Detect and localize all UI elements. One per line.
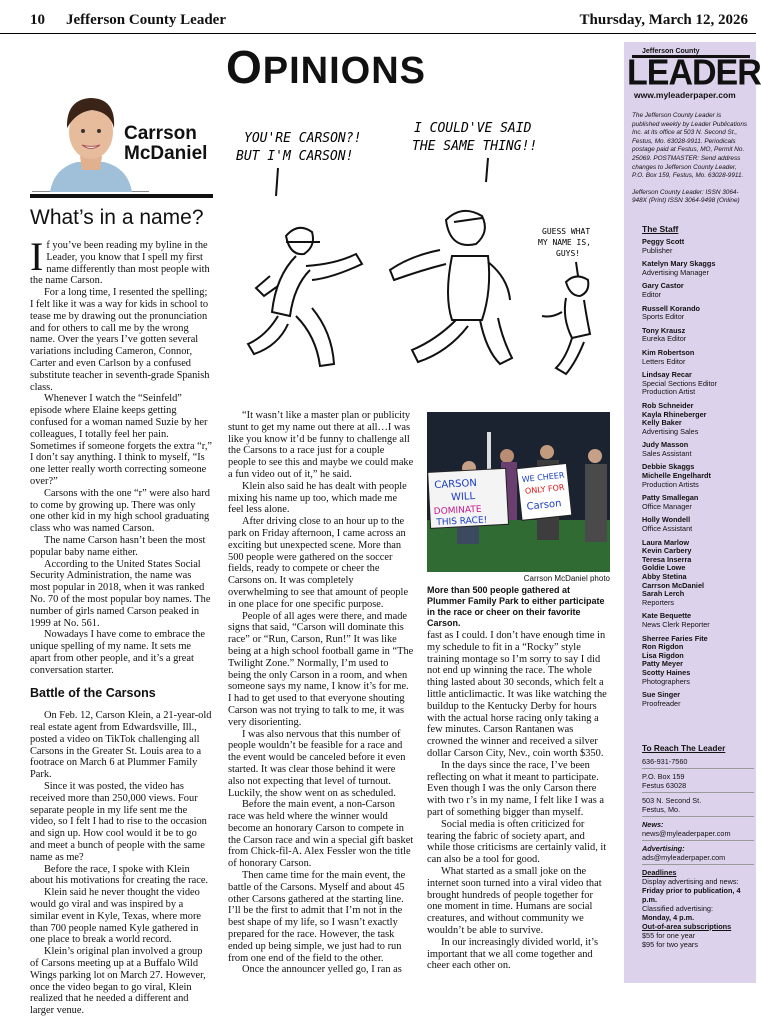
staff-name: Kayla Rhineberger bbox=[642, 409, 707, 419]
staff-name: Rob Schneider bbox=[642, 400, 694, 410]
staff-group bbox=[642, 402, 752, 436]
logo-top: Jefferson County bbox=[642, 48, 700, 55]
deadlines-text: Display advertising and news: bbox=[642, 877, 739, 886]
page-number: 10 bbox=[30, 12, 45, 28]
staff-role: Sales Assistant bbox=[642, 448, 692, 458]
subhead: Battle of the Carsons bbox=[30, 686, 156, 701]
sign1-line2: WILL bbox=[450, 491, 476, 504]
divider bbox=[30, 194, 213, 198]
paragraph: Before the main event, a non-Carson race was held where the winner would become an honorary Carson to compete in the Carson race and win a special gift basket from Chick-fil-A. Alex Fessler won the title of honorary Carson. bbox=[228, 799, 414, 870]
staff-name: Patty Smallegan bbox=[642, 493, 699, 503]
paragraph: Whenever I watch the “Seinfeld” episode where Elaine keeps getting confused for a woman named Suzie by her colleagues, I totally feel her pain. Sometimes if someone forgets the extra “r,” I don’t say anything. I think to myself, “Is one letter really worth correcting someone over?” bbox=[30, 393, 213, 487]
staff-name: Scotty Haines bbox=[642, 667, 691, 677]
paragraph: “It wasn’t like a master plan or publicity stunt to get my name out there at all…I was like you know it’d be funny to challenge all the Carsons to a race just for a couple people to see this and maybe we could make a fun video out of it,” he said. bbox=[228, 410, 414, 480]
staff-name: Kim Robertson bbox=[642, 347, 695, 357]
bubble-mid-line2: THE SAME THING!! bbox=[412, 139, 538, 154]
staff-name: Katelyn Mary Skaggs bbox=[642, 259, 716, 269]
staff-role: Sports Editor bbox=[642, 312, 685, 322]
staff-role: News Clerk Reporter bbox=[642, 619, 710, 629]
staff-group bbox=[642, 539, 752, 608]
reach-title: To Reach The Leader bbox=[642, 743, 726, 753]
subscription-two-years: $95 for two years bbox=[642, 940, 698, 949]
staff-group bbox=[642, 238, 752, 255]
page-header bbox=[0, 0, 756, 34]
staff-name: Ron Rigdon bbox=[642, 642, 684, 652]
staff-group bbox=[642, 463, 752, 489]
bubble-right-line2: MY NAME IS, bbox=[538, 238, 591, 247]
race-photo bbox=[427, 412, 610, 572]
paragraph: Before the race, I spoke with Klein about his motivations for creating the race. bbox=[30, 863, 209, 887]
staff-role: Advertising Sales bbox=[642, 426, 699, 436]
paragraph: Klein said he never thought the video would go viral and was inspired by a similar event in Kyle, Texas, where more than 700 people named Kyle gathered in one place to break a world record. bbox=[30, 887, 202, 946]
publication-info: The Jefferson County Leader is published weekly by Leader Publications Inc. at its office at 503 N. Second St., Festus, Mo. 63028-9911. Periodicals postage paid at Festus, MO, Permit No. 25069. POSTMASTER: Send address changes to Jefferson County Leader, P.O. Box 159, Festus, Mo. 63028-9911. Jefferson County Leader: ISSN 3064-948X (Print) ISSN 3064-9498 (Online) bbox=[632, 112, 748, 205]
paragraph: Social media is often criticized for tearing the fabric of society apart, and while those criticisms are certainly valid, it can also be a tool for good. bbox=[427, 818, 607, 866]
staff-role: Proofreader bbox=[642, 698, 681, 708]
staff-name: Sue Singer bbox=[642, 690, 681, 700]
staff-name: Lisa Rigdon bbox=[642, 650, 684, 660]
paragraph: On Feb. 12, Carson Klein, a 21-year-old real estate agent from Edwardsville, Ill., posted a video on TikTok challenging all Carsons in the Greater St. Louis area to a footrace on March 6 at Plummer Family Park. bbox=[30, 710, 212, 781]
deadlines-title: Deadlines bbox=[642, 868, 677, 877]
photo-caption: More than 500 people gathered at Plummer Family Park to either participate in the race or cheer on their favorite Carson. bbox=[427, 585, 605, 628]
paragraph: What started as a small joke on the internet soon turned into a viral video that brought hundreds of people together for one moment in time. Humans are social creatures, and without community we wouldn’t be able to survive. bbox=[427, 865, 602, 936]
po-box: P.O. Box 159 bbox=[642, 772, 685, 781]
sign1-line1: CARSON bbox=[434, 477, 478, 492]
subscription-one-year: $55 for one year bbox=[642, 931, 696, 940]
sign1-line4: THIS RACE! bbox=[436, 515, 488, 529]
staff-name: Kate Bequette bbox=[642, 611, 692, 621]
headline: What’s in a name? bbox=[30, 206, 204, 229]
staff-name: Tony Krausz bbox=[642, 325, 686, 335]
paragraph: After driving close to an hour up to the park on Friday afternoon, I came across an exciting but unexpected scene. More than 500 people were gathered on the soccer fields, ready to compete or cheer the Carsons on. It was completely overwhelming to see that amount of people in one place for one specific purpose. bbox=[228, 516, 409, 610]
paragraph: Nowadays I have come to embrace the unique spelling of my name. It sets me apart from other people, and it’s a great conversation starter. bbox=[30, 629, 205, 676]
staff-name: Goldie Lowe bbox=[642, 563, 686, 573]
staff-group bbox=[642, 371, 752, 397]
sign2-line2: ONLY FOR bbox=[524, 482, 565, 496]
staff-group bbox=[642, 305, 752, 322]
staff-name: Kelly Baker bbox=[642, 418, 682, 428]
staff-role: Eureka Editor bbox=[642, 334, 687, 344]
paragraph: Once the announcer yelled go, I ran as bbox=[242, 964, 402, 976]
classified-label: Classified advertising: bbox=[642, 904, 713, 913]
staff-name: Carrson McDaniel bbox=[642, 580, 705, 590]
editorial-cartoon bbox=[226, 116, 610, 390]
deadline-news: Friday prior to publication, 4 p.m. bbox=[642, 886, 741, 904]
staff-name: Teresa Inserra bbox=[642, 554, 692, 564]
paragraph: According to the United States Social Security Administration, the name was most popular in 2018, when it was ranked No. 70 of the most popular boy names. The number of girls named Carson peaked in 1999 at No. 561. bbox=[30, 558, 211, 629]
staff-role: Letters Editor bbox=[642, 356, 686, 366]
paragraph: I was also nervous that this number of people wouldn’t be feasible for a race and the event would be canceled before it even started. It was clear those behind it were also not expecting that level of turnout. Luckily, the show went on as scheduled. bbox=[228, 728, 406, 799]
staff-group bbox=[642, 516, 752, 533]
bubble-right-line1: GUESS WHAT bbox=[542, 227, 591, 236]
photo-credit: Carrson McDaniel photo bbox=[523, 574, 610, 583]
section-title: OPINIONS bbox=[226, 41, 427, 93]
staff-name: Sarah Lerch bbox=[642, 589, 685, 599]
staff-name: Sherree Faries Fite bbox=[642, 633, 708, 643]
intro-paragraph: If you’ve been reading my byline in the Leader, you know that I spell my first name differently than most people with the name Carson. bbox=[30, 234, 210, 287]
paragraph: Klein also said he has dealt with people mixing his name up too, which made me feel less alone. bbox=[228, 480, 407, 516]
article-column-1 bbox=[30, 234, 213, 1017]
issue-date: Thursday, March 12, 2026 bbox=[579, 12, 748, 28]
drop-cap: I bbox=[30, 234, 44, 279]
staff-group bbox=[642, 260, 752, 277]
sign2-line1: WE CHEER bbox=[521, 470, 565, 485]
staff-group bbox=[642, 635, 752, 687]
sign2-line3: Carson bbox=[526, 498, 562, 513]
author-name: Carrson McDaniel bbox=[124, 123, 208, 164]
paragraph: In our increasingly divided world, it’s important that we all come together and cheer each other on. bbox=[427, 936, 598, 972]
article-column-2 bbox=[228, 410, 414, 976]
news-label: News: bbox=[642, 820, 664, 829]
staff-role: Photographers bbox=[642, 676, 690, 686]
staff-role: Office Manager bbox=[642, 501, 692, 511]
paragraph: Carsons with the one “r” were also hard to come by growing up. There was only one other kid in my high school graduating class who was named Carson. bbox=[30, 487, 210, 535]
staff-name: Michelle Engelhardt bbox=[642, 471, 711, 481]
masthead-sidebar bbox=[624, 42, 761, 983]
paragraph: For a long time, I resented the spelling; I felt like it was a way for kids in school to tease me by drawing out the pronunciation and for others to call me by the wrong name. Over the years I’ve gotten several variations including Cameron, Connor, Carter and even Carlson by a confused substitute teacher in seventh-grade Spanish class. bbox=[30, 287, 210, 393]
sign1-line3: DOMINATE bbox=[433, 504, 482, 518]
ads-email[interactable]: ads@myleaderpaper.com bbox=[642, 853, 754, 865]
paper-name: Jefferson County Leader bbox=[66, 12, 226, 28]
street-address: 503 N. Second St. bbox=[642, 796, 702, 805]
bubble-left-line2: BUT I'M CARSON! bbox=[236, 149, 354, 164]
staff-group bbox=[642, 327, 752, 344]
staff-name: Lindsay Recar bbox=[642, 370, 692, 380]
ads-label: Advertising: bbox=[642, 844, 685, 853]
staff-name: Patty Meyer bbox=[642, 659, 683, 669]
article-column-3 bbox=[427, 630, 610, 972]
staff-name: Gary Castor bbox=[642, 281, 684, 291]
bubble-right-line3: GUYS! bbox=[556, 249, 581, 258]
paragraph: fast as I could. I don’t have enough time in my schedule to fit in a “Rocky” style training montage so I’m sorry to say I did not end up winning the race. The whole thing lasted about 30 seconds, which felt a little anticlimactic. It was like watching the buildup to the Kentucky Derby for hours with the actual horse racing only taking a few minutes. Carson Rantanen was crowned the winner and received a silver dollar Carson City, Nev., coin worth $350. bbox=[427, 630, 607, 759]
staff-group bbox=[642, 494, 752, 511]
leader-logo: LEADER bbox=[627, 53, 761, 93]
staff-name: Debbie Skaggs bbox=[642, 462, 695, 472]
staff-title: The Staff bbox=[642, 224, 679, 234]
staff-name: Abby Stetina bbox=[642, 572, 687, 581]
paragraph: Since it was posted, the video has received more than 250,000 views. Four separate people in my life sent me the video, so I felt I had to rise to the occasion and sign up. How cool would it be to go and meet a bunch of people with the same name as me? bbox=[30, 781, 207, 863]
staff-name: Peggy Scott bbox=[642, 237, 685, 246]
deadline-classified: Monday, 4 p.m. bbox=[642, 913, 695, 922]
paragraph: Klein’s original plan involved a group of Carsons meeting up at a Buffalo Wild Wings parking lot on March 27. However, once the video began to go viral, Klein realized that he needed a different and larger venue. bbox=[30, 946, 206, 1017]
staff-role: Production Artists bbox=[642, 479, 699, 489]
staff-role: Office Assistant bbox=[642, 524, 693, 534]
paragraph: Then came time for the main event, the battle of the Carsons. Myself and about 45 other Carsons gathered at the starting line. I’ll be the first to admit that I’m not in the best shape of my life, so I wasn’t exactly prepared for the race. However, the task ended up being simple, we just had to run from one end of the field to the other. bbox=[228, 870, 406, 964]
paragraph: People of all ages were there, and made signs that said, “Carson will dominate this race” or “Run, Carson, Run!” It was like being at a high school football game in “The Twilight Zone.” Normally, I’m used to being the only Carson in a room, and when someone says my name, I know it’s for me. I had to get used to that everyone shouting Carson was not trying to talk to me, it was very disorienting. bbox=[228, 610, 414, 728]
staff-role: Publisher bbox=[642, 245, 673, 255]
staff-group bbox=[642, 612, 752, 629]
bubble-mid-line1: I COULD'VE SAID bbox=[414, 121, 532, 136]
staff-name: Judy Masson bbox=[642, 440, 689, 450]
staff-name: Holly Wondell bbox=[642, 515, 691, 525]
subscriptions-title: Out-of-area subscriptions bbox=[642, 922, 732, 931]
staff-group bbox=[642, 282, 752, 299]
staff-role: Editor bbox=[642, 289, 662, 299]
paragraph: In the days since the race, I’ve been reflecting on what it meant to participate. Even though I was the only Carson there with two r’s in my name, I felt like I was a part of something bigger than myself. bbox=[427, 759, 604, 818]
paragraph: The name Carson hasn’t been the most popular baby name either. bbox=[30, 534, 206, 558]
staff-name: Kevin Carbery bbox=[642, 546, 692, 556]
staff-group bbox=[642, 349, 752, 366]
contact-info bbox=[642, 744, 754, 949]
website-url[interactable]: www.myleaderpaper.com bbox=[634, 90, 736, 100]
staff-role: Advertising Manager bbox=[642, 267, 709, 277]
staff-group bbox=[642, 441, 752, 458]
staff-group bbox=[642, 691, 752, 708]
staff-name: Russell Korando bbox=[642, 303, 700, 313]
po-box-city: Festus 63028 bbox=[642, 781, 754, 793]
staff-name: Laura Marlow bbox=[642, 537, 690, 547]
phone: 636-931-7560 bbox=[642, 757, 754, 769]
news-email[interactable]: news@myleaderpaper.com bbox=[642, 829, 754, 841]
staff-role: Reporters bbox=[642, 597, 675, 607]
address-city: Festus, Mo. bbox=[642, 805, 754, 817]
staff-role: Special Sections Editor Production Artist bbox=[642, 378, 718, 397]
staff-list bbox=[642, 238, 752, 713]
bubble-left-line1: YOU'RE CARSON?! bbox=[244, 131, 362, 146]
